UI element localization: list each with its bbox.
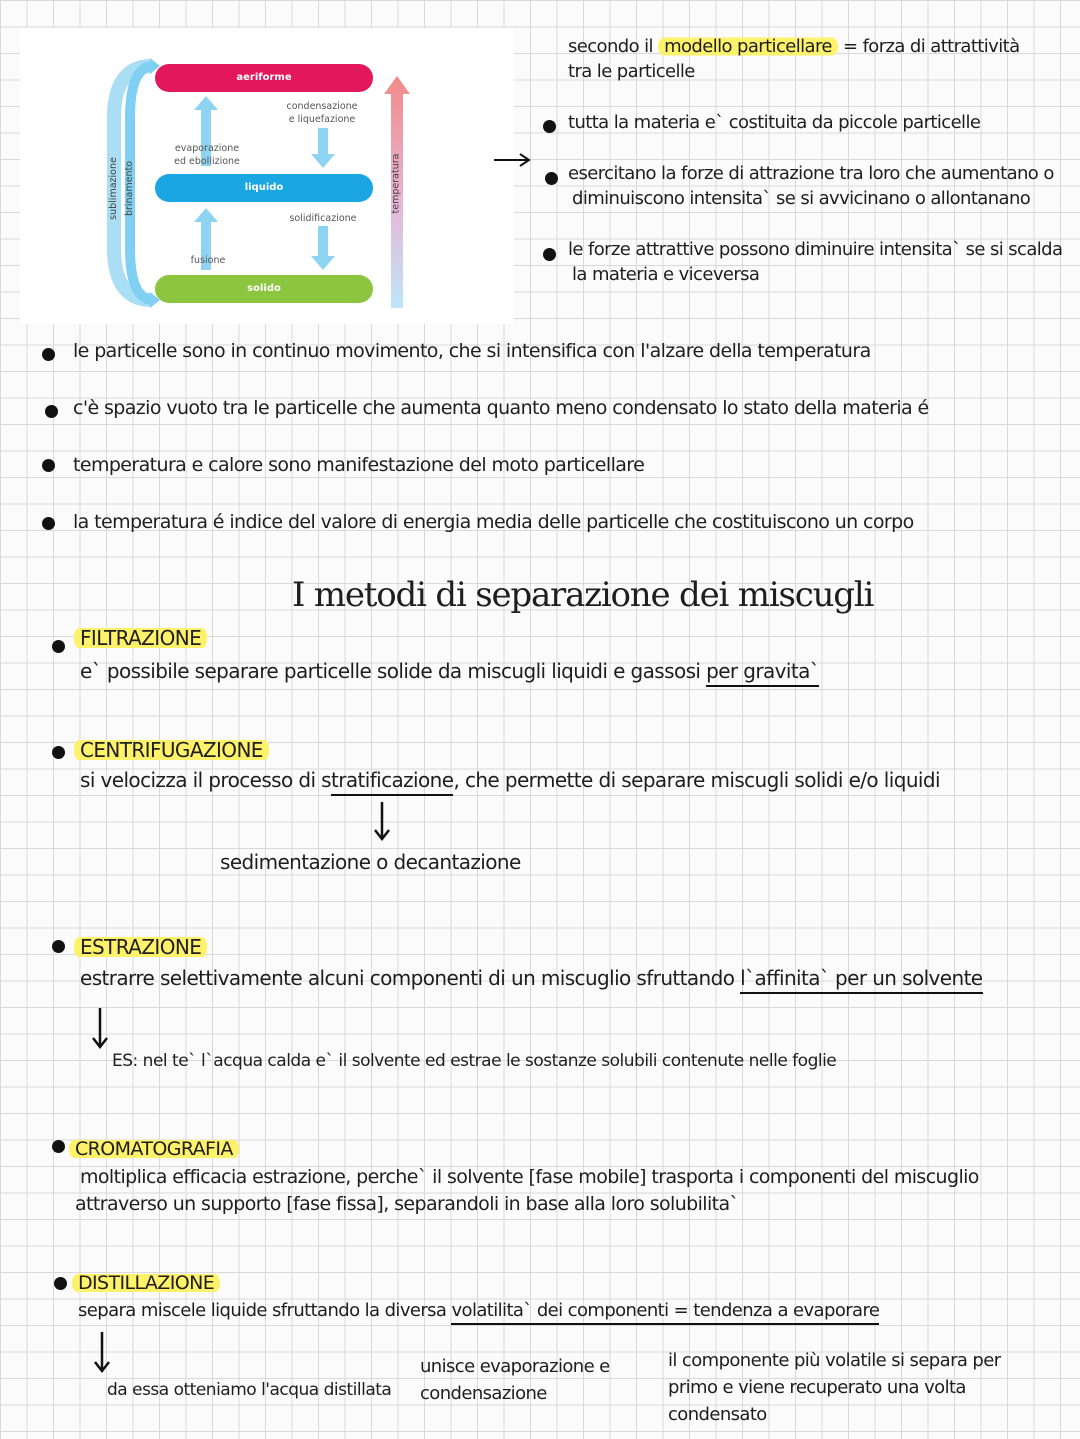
bullet-dot (45, 405, 58, 418)
bullet-dot (52, 746, 65, 759)
down-arrow-icon (92, 1330, 112, 1374)
fact-3: temperatura e calore sono manifestazione del moto particellare (73, 454, 645, 476)
solidification-label: solidificazione (289, 213, 357, 224)
bullet-dot (42, 348, 55, 361)
bullet-dot (52, 1140, 65, 1153)
section-cromatografia-text-2: attraverso un supporto [fase fissa], separandoli in base alla loro solubilita` (75, 1193, 739, 1215)
bar-solid: solido (155, 275, 373, 303)
fact-2: c'è spazio vuoto tra le particelle che aumenta quanto meno condensato lo stato della materia é (73, 397, 929, 419)
page-title: I metodi di separazione dei miscugli (292, 575, 874, 615)
right-arrow-icon (492, 152, 532, 168)
model-highlight: modello particellare (658, 36, 838, 57)
bullet-dot (543, 120, 556, 133)
condensation-arrow-icon (311, 128, 335, 168)
fact-4: la temperatura é indice del valore di energia media delle particelle che costituiscono un corpo (73, 511, 914, 533)
distillazione-note-2: unisce evaporazione e condensazione (420, 1356, 610, 1404)
solidification-arrow-icon (311, 226, 335, 270)
fusion-label: fusione (190, 255, 226, 266)
section-centrifugazione-title: CENTRIFUGAZIONE (80, 738, 269, 763)
section-filtrazione-title: FILTRAZIONE (80, 626, 207, 651)
model-point-2: esercitano la forze di attrazione tra loro che aumentano o diminuiscono intensita` se si avvicinano o allontanano (568, 163, 1054, 209)
bar-gas: aeriforme (155, 64, 373, 92)
distillazione-note-1: da essa otteniamo l'acqua distillata (107, 1380, 392, 1400)
section-filtrazione-text: e` possibile separare particelle solide da miscugli liquidi e gassosi per gravita` (80, 659, 819, 684)
section-cromatografia-title: CROMATOGRAFIA (75, 1137, 239, 1162)
bullet-dot (54, 1277, 67, 1290)
states-of-matter-diagram (20, 28, 514, 324)
fact-1: le particelle sono in continuo movimento, che si intensifica con l'alzare della temperatura (73, 340, 871, 362)
distillazione-note-3: il componente più volatile si separa per primo e viene recuperato una volta condensato (668, 1350, 1001, 1425)
sublimation-label: sublimazione (107, 157, 119, 220)
model-point-3: le forze attrattive possono diminuire intensita` se si scalda la materia e viceversa (568, 239, 1063, 285)
section-distillazione-text: separa miscele liquide sfruttando la diversa volatilita` dei componenti = tendenza a evaporare (78, 1298, 879, 1323)
bullet-dot (52, 940, 65, 953)
model-point-1: tutta la materia e` costituita da piccole particelle (568, 112, 981, 133)
evaporation-label: evaporazione ed ebollizione (174, 143, 240, 167)
bullet-dot (543, 248, 556, 261)
model-intro: secondo il modello particellare = forza di attrattività tra le particelle (568, 36, 1020, 82)
bullet-dot (545, 172, 558, 185)
section-centrifugazione-text: si velocizza il processo di stratificazione, che permette di separare miscugli solidi e/o liquidi (80, 768, 940, 793)
temperature-label: temperatura (390, 153, 402, 214)
frost-label: brinamento (124, 160, 136, 217)
centrifugazione-result: sedimentazione o decantazione (220, 850, 521, 874)
bar-liquid: liquido (155, 174, 373, 202)
section-distillazione-title: DISTILLAZIONE (78, 1271, 220, 1296)
section-estrazione-text: estrarre selettivamente alcuni componenti di un miscuglio sfruttando l`affinita` per un solvente (80, 966, 983, 991)
section-cromatografia-text-1: moltiplica efficacia estrazione, perche` il solvente [fase mobile] trasporta i componenti del miscuglio (80, 1166, 979, 1188)
bullet-dot (52, 640, 65, 653)
condensation-label: condensazione e liquefazione (286, 101, 358, 125)
section-estrazione-title: ESTRAZIONE (80, 935, 207, 960)
bullet-dot (42, 459, 55, 472)
estrazione-example: ES: nel te` l`acqua calda e` il solvente ed estrae le sostanze solubili contenute nelle foglie (112, 1051, 837, 1071)
down-arrow-icon (372, 800, 392, 842)
bullet-dot (42, 517, 55, 530)
down-arrow-icon (90, 1006, 110, 1050)
